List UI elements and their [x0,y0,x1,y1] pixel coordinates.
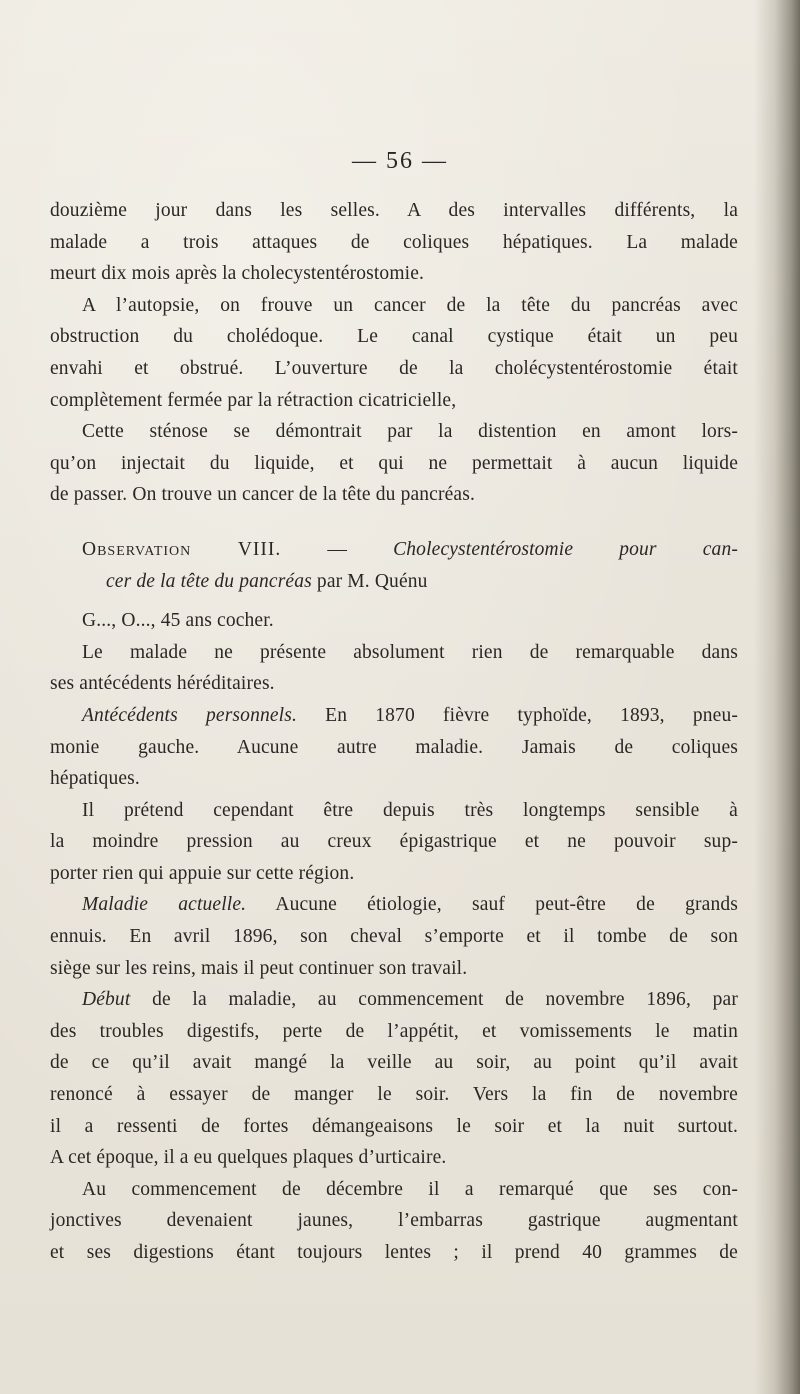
observation-dash: — [281,538,394,560]
maladie-text: Aucune étiologie, sauf peut-être de grands [246,894,738,916]
text-line: Le malade ne présente absolument rien de remarquable dans [82,641,738,663]
text-line: de ce qu’il avait mangé la veille au soir, au point qu’il avait [50,1052,738,1074]
text-line: Au commencement de décembre il a remarqué que ses con- [82,1178,738,1200]
text-line: A cet époque, il a eu quelques plaques d’urticaire. [50,1147,447,1169]
text-line: ses antécédents héréditaires. [50,673,275,695]
text-line: G..., O..., 45 ans cocher. [82,610,274,632]
maladie-line [50,889,738,921]
text-line: douzième jour dans les selles. A des intervalles différents, la [50,200,738,221]
text-line: qu’on injectait du liquide, et qui ne permettait à aucun liquide [50,452,738,474]
antecedents-line [50,700,738,732]
text-line: il a ressenti de fortes démangeaisons le soir et la nuit surtout. [50,1115,738,1137]
page-number: — 56 — [352,148,448,174]
text-line: complètement fermée par la rétraction cicatricielle, [50,389,457,411]
observation-title-1: Cholecystentérostomie pour can- [393,538,738,560]
text-line: A l’autopsie, on frouve un cancer de la tête du pancréas avec [82,294,738,316]
maladie-label: Maladie actuelle. [82,894,247,916]
page-edge-shadow [754,0,800,1394]
text-line: de passer. On trouve un cancer de la tête du pancréas. [50,484,475,506]
text-line: porter rien qui appuie sur cette région. [50,862,355,884]
text-line: Il prétend cependant être depuis très longtemps sensible à [82,799,738,821]
observation-author: par M. Quénu [311,570,428,592]
observation-title-2: cer de la tête du pancréas [106,570,312,592]
antecedents-label: Antécédents personnels. [82,704,298,726]
text-line: malade a trois attaques de coliques hépatiques. La malade [50,231,738,253]
debut-line [50,984,738,1016]
observation-heading [50,534,738,566]
text-line: siège sur les reins, mais il peut continuer son travail. [50,957,468,979]
text-line: meurt dix mois après la cholecystentérostomie. [50,263,425,285]
observation-label: Observation VIII. [82,538,282,560]
debut-label: Début [82,989,131,1011]
text-line: la moindre pression au creux épigastrique et ne pouvoir sup- [50,831,738,853]
text-line: et ses digestions étant toujours lentes ; il prend 40 grammes de [50,1242,738,1263]
text-line: obstruction du cholédoque. Le canal cystique était un peu [50,326,738,348]
text-line: Cette sténose se démontrait par la distention en amont lors- [82,421,738,443]
observation-heading-cont [50,566,738,598]
debut-text: de la maladie, au commencement de novembre 1896, par [130,989,738,1011]
text-line: jonctives devenaient jaunes, l’embarras gastrique augmentant [50,1210,738,1232]
body-text [50,195,738,1269]
text-line: monie gauche. Aucune autre maladie. Jamais de coliques [50,736,738,758]
text-line: ennuis. En avril 1896, son cheval s’emporte et il tombe de son [50,926,738,948]
text-line: renoncé à essayer de manger le soir. Vers la fin de novembre [50,1084,738,1106]
text-line: envahi et obstrué. L’ouverture de la cholécystentérostomie était [50,357,738,379]
antecedents-text: En 1870 fièvre typhoïde, 1893, pneu- [297,704,738,726]
text-line: hépatiques. [50,768,140,790]
text-line: des troubles digestifs, perte de l’appétit, et vomissements le matin [50,1020,738,1042]
